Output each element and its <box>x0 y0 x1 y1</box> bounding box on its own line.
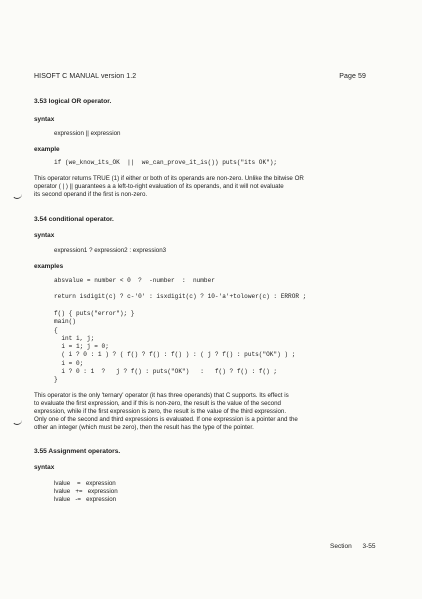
code-line: ( i ? 0 : 1 ) ? ( f() ? f() : f() ) : ( j ? f() : puts("OK") ) ; <box>54 351 296 358</box>
assignment-row: lvalue += expression <box>54 488 118 495</box>
body-line: other an integer (which must be zero), then the result has the type of the pointer. <box>34 424 254 431</box>
section-heading-3-54: 3.54 conditional operator. <box>34 216 114 223</box>
syntax-line: expression1 ? expression2 : expression3 <box>54 247 167 254</box>
section-footer: Section 3-55 <box>330 543 376 550</box>
body-line: expression, while if the first expression is zero, the result is the value of the third expression. <box>34 408 287 415</box>
body-line: This operator returns TRUE (1) if either or both of its operands are non-zero. Unlike the bitwise OR <box>34 175 304 182</box>
code-line: main() <box>54 318 76 325</box>
code-line: i ? 0 : 1 ? j ? f() : puts("OK") : f() ? f() : f() ; <box>54 368 278 375</box>
assignment-row: lvalue = expression <box>54 480 116 487</box>
body-line: operator ( | ) || guarantees a a left-to-right evaluation of its operands, and it will not evaluate <box>34 183 284 190</box>
code-line: absvalue = number < 0 ? -number : number <box>54 277 215 284</box>
body-line: its second operand if the first is non-zero. <box>34 191 148 198</box>
section-heading-3-53: 3.53 logical OR operator. <box>34 98 112 105</box>
examples-label: examples <box>34 263 64 270</box>
assignment-row: lvalue -= expression <box>54 496 117 503</box>
section-heading-3-55: 3.55 Assignment operators. <box>34 448 121 455</box>
syntax-label: syntax <box>34 116 55 123</box>
body-line: This operator is the only 'ternary' operator (it has three operands) that C supports. Its effect is <box>34 392 289 399</box>
code-line: f() { puts("error"); } <box>54 310 135 317</box>
code-line: i = 1; j = 0; <box>54 343 109 350</box>
code-line: { <box>54 327 58 334</box>
code-example: if (we_know_its_OK || we_can_prove_it_is()) puts("its OK"); <box>54 159 278 166</box>
code-line: i = 0; <box>54 360 84 367</box>
code-line: } <box>54 376 58 383</box>
page-number: Page 59 <box>339 73 366 80</box>
syntax-label: syntax <box>34 464 55 471</box>
syntax-line: expression || expression <box>54 130 121 137</box>
manual-title: HISOFT C MANUAL version 1.2 <box>34 73 137 80</box>
margin-mark <box>12 418 22 425</box>
margin-mark <box>12 192 22 199</box>
syntax-label: syntax <box>34 232 55 239</box>
code-line: return isdigit(c) ? c-'0' : isxdigit(c) ? 10-'a'+tolower(c) : ERROR ; <box>54 293 307 300</box>
body-line: to evaluate the first expression, and if this is non-zero, the result is the value of the second <box>34 400 281 407</box>
code-line: int i, j; <box>54 335 95 342</box>
example-label: example <box>34 146 60 153</box>
body-line: Only one of the second and third expressions is evaluated. If one expression is a pointer and the <box>34 416 298 423</box>
